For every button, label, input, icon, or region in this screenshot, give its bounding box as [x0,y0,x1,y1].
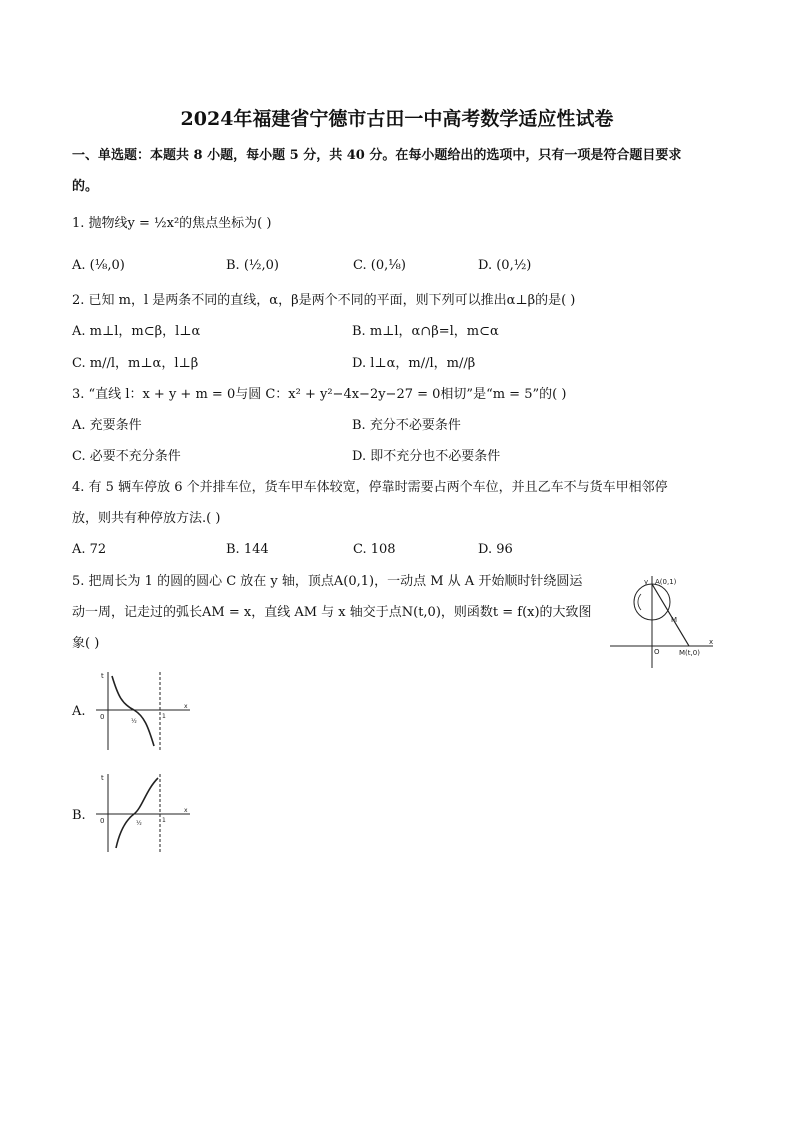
graph-a-t-label: t [101,672,104,680]
label-a: A(0,1) [655,578,677,586]
question-4-stem: 4. 有 5 辆车停放 6 个并排车位，货车甲车体较宽，停靠时需要占两个车位，并且乙车不与货车甲相邻停 [72,480,668,495]
circle-diagram [605,572,720,672]
question-5-stem-cont: 动一周，记走过的弧长AM = x，直线 AM 与 x 轴交于点N(t,0)，则函数t = f(x)的大致图 [72,605,592,620]
graph-a-curve [112,676,154,746]
graph-b-one: 1 [162,817,166,824]
section-heading-cont: 的。 [72,179,99,194]
graph-b-zero: 0 [100,817,105,825]
graph-a-zero: 0 [100,713,105,721]
q1-option-a: A. (⅛,0) [72,258,125,273]
label-o: O [654,648,660,656]
label-n: M(t,0) [679,649,700,657]
question-5-stem-end: 象( ) [72,636,100,651]
question-4-stem-cont: 放，则共有种停放方法.( ) [72,511,221,526]
graph-a-half: ½ [131,718,137,725]
graph-a-x-label: x [184,703,188,710]
q3-option-d: D. 即不充分也不必要条件 [352,449,501,464]
graph-b-curve [116,778,158,848]
q5-option-a: A. [72,704,86,719]
q3-option-c: C. 必要不充分条件 [72,449,181,464]
arc-arrow [638,594,641,610]
q5-option-b: B. [72,808,86,823]
q2-option-d: D. l⊥α，m//l，m//β [352,356,476,371]
q4-option-d: D. 96 [478,542,513,557]
graph-b-svg [88,770,193,855]
graph-b-t-label: t [101,774,104,782]
page-title: 2024年福建省宁德市古田一中高考数学适应性试卷 [180,108,614,130]
question-5-figure [605,572,720,676]
q2-option-c: C. m//l，m⊥α，l⊥β [72,356,199,371]
label-x: x [709,638,714,646]
q3-option-a: A. 充要条件 [72,418,142,433]
graph-b-half: ½ [136,820,142,827]
question-3-stem: 3. “直线 l：x + y + m = 0与圆 C：x² + y²−4x−2y−27 = 0相切”是“m = 5”的( ) [72,387,567,402]
q4-option-c: C. 108 [353,542,396,557]
q1-option-c: C. (0,⅛) [353,258,406,273]
label-y: y [644,578,649,586]
question-5-stem: 5. 把周长为 1 的圆的圆心 C 放在 y 轴，顶点A(0,1)，一动点 M 从 A 开始顺时针绕圆运 [72,574,583,589]
line-am [652,584,689,646]
q3-option-b: B. 充分不必要条件 [352,418,461,433]
q2-option-b: B. m⊥l，α∩β=l，m⊂α [352,324,499,339]
section-heading: 一、单选题：本题共 8 小题，每小题 5 分，共 40 分。在每小题给出的选项中，只有一项是符合题目要求 [72,148,682,163]
q4-option-a: A. 72 [72,542,107,557]
graph-b-x-label: x [184,807,188,814]
q5-graph-b [88,770,193,859]
label-m: M [671,616,678,624]
q4-option-b: B. 144 [226,542,269,557]
question-2-stem: 2. 已知 m，l 是两条不同的直线，α，β是两个不同的平面，则下列可以推出α⊥β的是( ) [72,293,576,308]
q5-graph-a [88,668,193,757]
q2-option-a: A. m⊥l，m⊂β，l⊥α [72,324,201,339]
graph-a-one: 1 [162,713,166,720]
question-1-stem: 1. 抛物线y = ½x²的焦点坐标为( ) [72,216,272,231]
q1-option-d: D. (0,½) [478,258,532,273]
graph-a-svg [88,668,193,753]
q1-option-b: B. (½,0) [226,258,279,273]
